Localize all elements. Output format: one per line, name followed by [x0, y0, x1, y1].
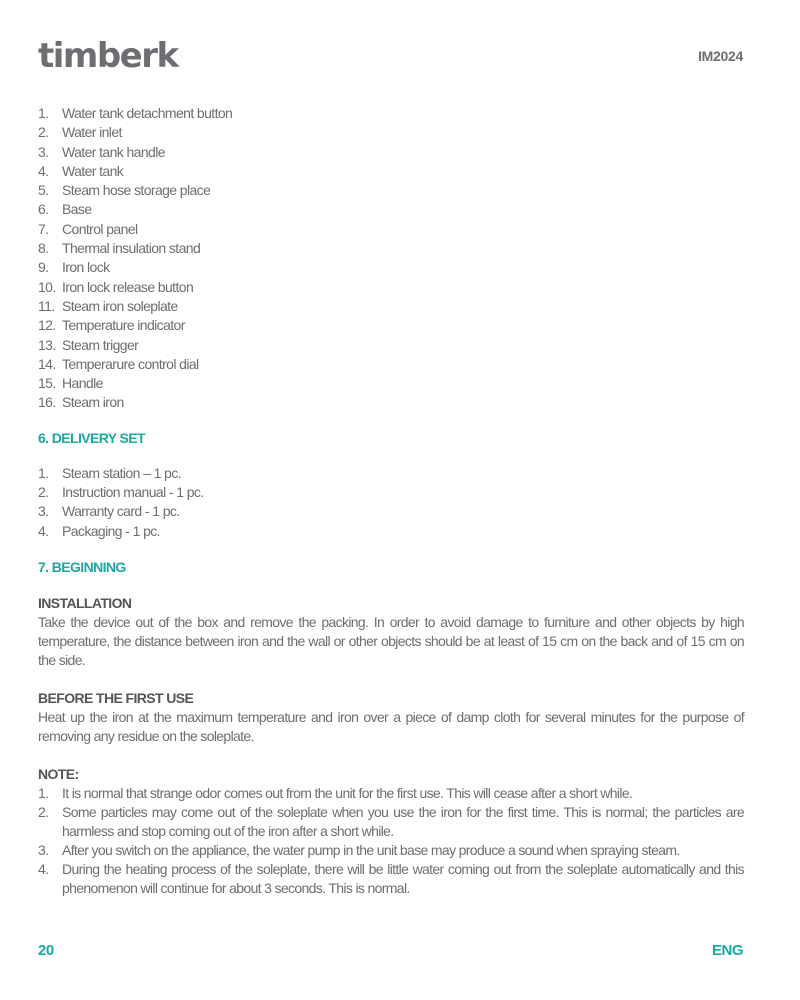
- list-item: [38, 841, 744, 860]
- item-text: Steam iron soleplate: [62, 297, 178, 314]
- list-item: [38, 860, 744, 898]
- brand-logo: timberk: [38, 36, 178, 76]
- first-use-title: BEFORE THE FIRST USE: [38, 689, 194, 706]
- list-item: [38, 297, 744, 316]
- item-number: 3.: [38, 143, 49, 160]
- item-number: 10.: [38, 278, 56, 295]
- item-text: Water tank handle: [62, 143, 165, 160]
- list-item: [38, 123, 744, 142]
- list-item: [38, 502, 744, 521]
- parts-list: [38, 104, 744, 413]
- list-item: [38, 522, 744, 541]
- item-text: Steam trigger: [62, 336, 139, 353]
- item-text: Temperarure control dial: [62, 355, 199, 372]
- list-item: [38, 239, 744, 258]
- item-number: 7.: [38, 220, 49, 237]
- item-number: 1.: [38, 784, 49, 801]
- page-content: [38, 104, 744, 898]
- item-text: Temperature indicator: [62, 317, 185, 334]
- note-title: NOTE:: [38, 765, 79, 782]
- page-number: 20: [38, 942, 54, 959]
- item-number: 2.: [38, 803, 49, 820]
- list-item: [38, 336, 744, 355]
- installation-text: Take the device out of the box and remove the packing. In order to avoid damage to furniture and other objects by high temperature, the distance between iron and the wall or other objects should be at least of 15 cm on the back and of 15 cm on the side.: [38, 613, 744, 668]
- section-title-beginning: 7. BEGINNING: [38, 558, 126, 575]
- item-text: Control panel: [62, 220, 138, 237]
- item-text: Water inlet: [62, 124, 122, 141]
- item-number: 13.: [38, 336, 56, 353]
- item-number: 6.: [38, 201, 49, 218]
- item-number: 9.: [38, 259, 49, 276]
- list-item: [38, 162, 744, 181]
- item-number: 11.: [38, 297, 55, 314]
- item-text: Instruction manual - 1 pc.: [62, 484, 204, 501]
- item-number: 5.: [38, 182, 49, 199]
- list-item: [38, 220, 744, 239]
- item-text: After you switch on the appliance, the water pump in the unit base may produce a sound when spraying steam.: [62, 841, 680, 858]
- item-number: 3.: [38, 841, 49, 858]
- item-number: 4.: [38, 860, 49, 877]
- list-item: [38, 784, 744, 803]
- item-number: 14.: [38, 355, 56, 372]
- item-text: Warranty card - 1 pc.: [62, 503, 180, 520]
- list-item: [38, 143, 744, 162]
- item-text: Water tank detachment button: [62, 105, 233, 121]
- list-item: [38, 258, 744, 277]
- section-title-delivery: 6. DELIVERY SET: [38, 429, 145, 446]
- list-item: [38, 316, 744, 335]
- item-number: 4.: [38, 162, 49, 179]
- language-label: ENG: [711, 942, 743, 959]
- installation-title: INSTALLATION: [38, 594, 132, 611]
- item-text: Iron lock release button: [62, 278, 194, 295]
- item-number: 8.: [38, 240, 49, 257]
- item-text: Iron lock: [62, 259, 110, 276]
- notes-list: [38, 784, 744, 898]
- item-number: 12.: [38, 317, 56, 334]
- item-number: 2.: [38, 484, 49, 501]
- model-number: IM2024: [698, 48, 743, 64]
- first-use-text: Heat up the iron at the maximum temperature and iron over a piece of damp cloth for several minutes for the purpose of removing any residue on the soleplate.: [38, 708, 744, 744]
- delivery-list: [38, 464, 744, 541]
- item-number: 3.: [38, 503, 49, 520]
- list-item: [38, 483, 744, 502]
- item-text: Water tank: [62, 162, 124, 179]
- item-text: It is normal that strange odor comes out from the unit for the first use. This will cease after a short while.: [62, 784, 633, 801]
- item-text: Some particles may come out of the soleplate when you use the iron for the first time. This is normal; the particles are harmless and stop coming out of the iron after a short while.: [62, 803, 744, 839]
- item-number: 4.: [38, 522, 49, 539]
- item-text: Thermal insulation stand: [62, 240, 201, 257]
- item-text: Handle: [62, 375, 103, 392]
- list-item: [38, 278, 744, 297]
- list-item: [38, 181, 744, 200]
- list-item: [38, 104, 744, 123]
- item-text: Steam hose storage place: [62, 182, 211, 199]
- item-number: 2.: [38, 124, 49, 141]
- item-number: 15.: [38, 375, 56, 392]
- list-item: [38, 200, 744, 219]
- item-text: Base: [62, 201, 92, 218]
- item-text: Packaging - 1 pc.: [62, 522, 160, 539]
- item-text: Steam station – 1 pc.: [62, 464, 181, 481]
- list-item: [38, 393, 744, 412]
- item-number: 1.: [38, 105, 49, 121]
- item-number: 16.: [38, 394, 56, 411]
- item-number: 1.: [38, 464, 49, 481]
- list-item: [38, 803, 744, 841]
- item-text: Steam iron: [62, 394, 124, 411]
- list-item: [38, 374, 744, 393]
- list-item: [38, 464, 744, 483]
- item-text: During the heating process of the soleplate, there will be little water coming out from the soleplate automatically and this phenomenon will continue for about 3 seconds. This is normal.: [62, 860, 744, 896]
- list-item: [38, 355, 744, 374]
